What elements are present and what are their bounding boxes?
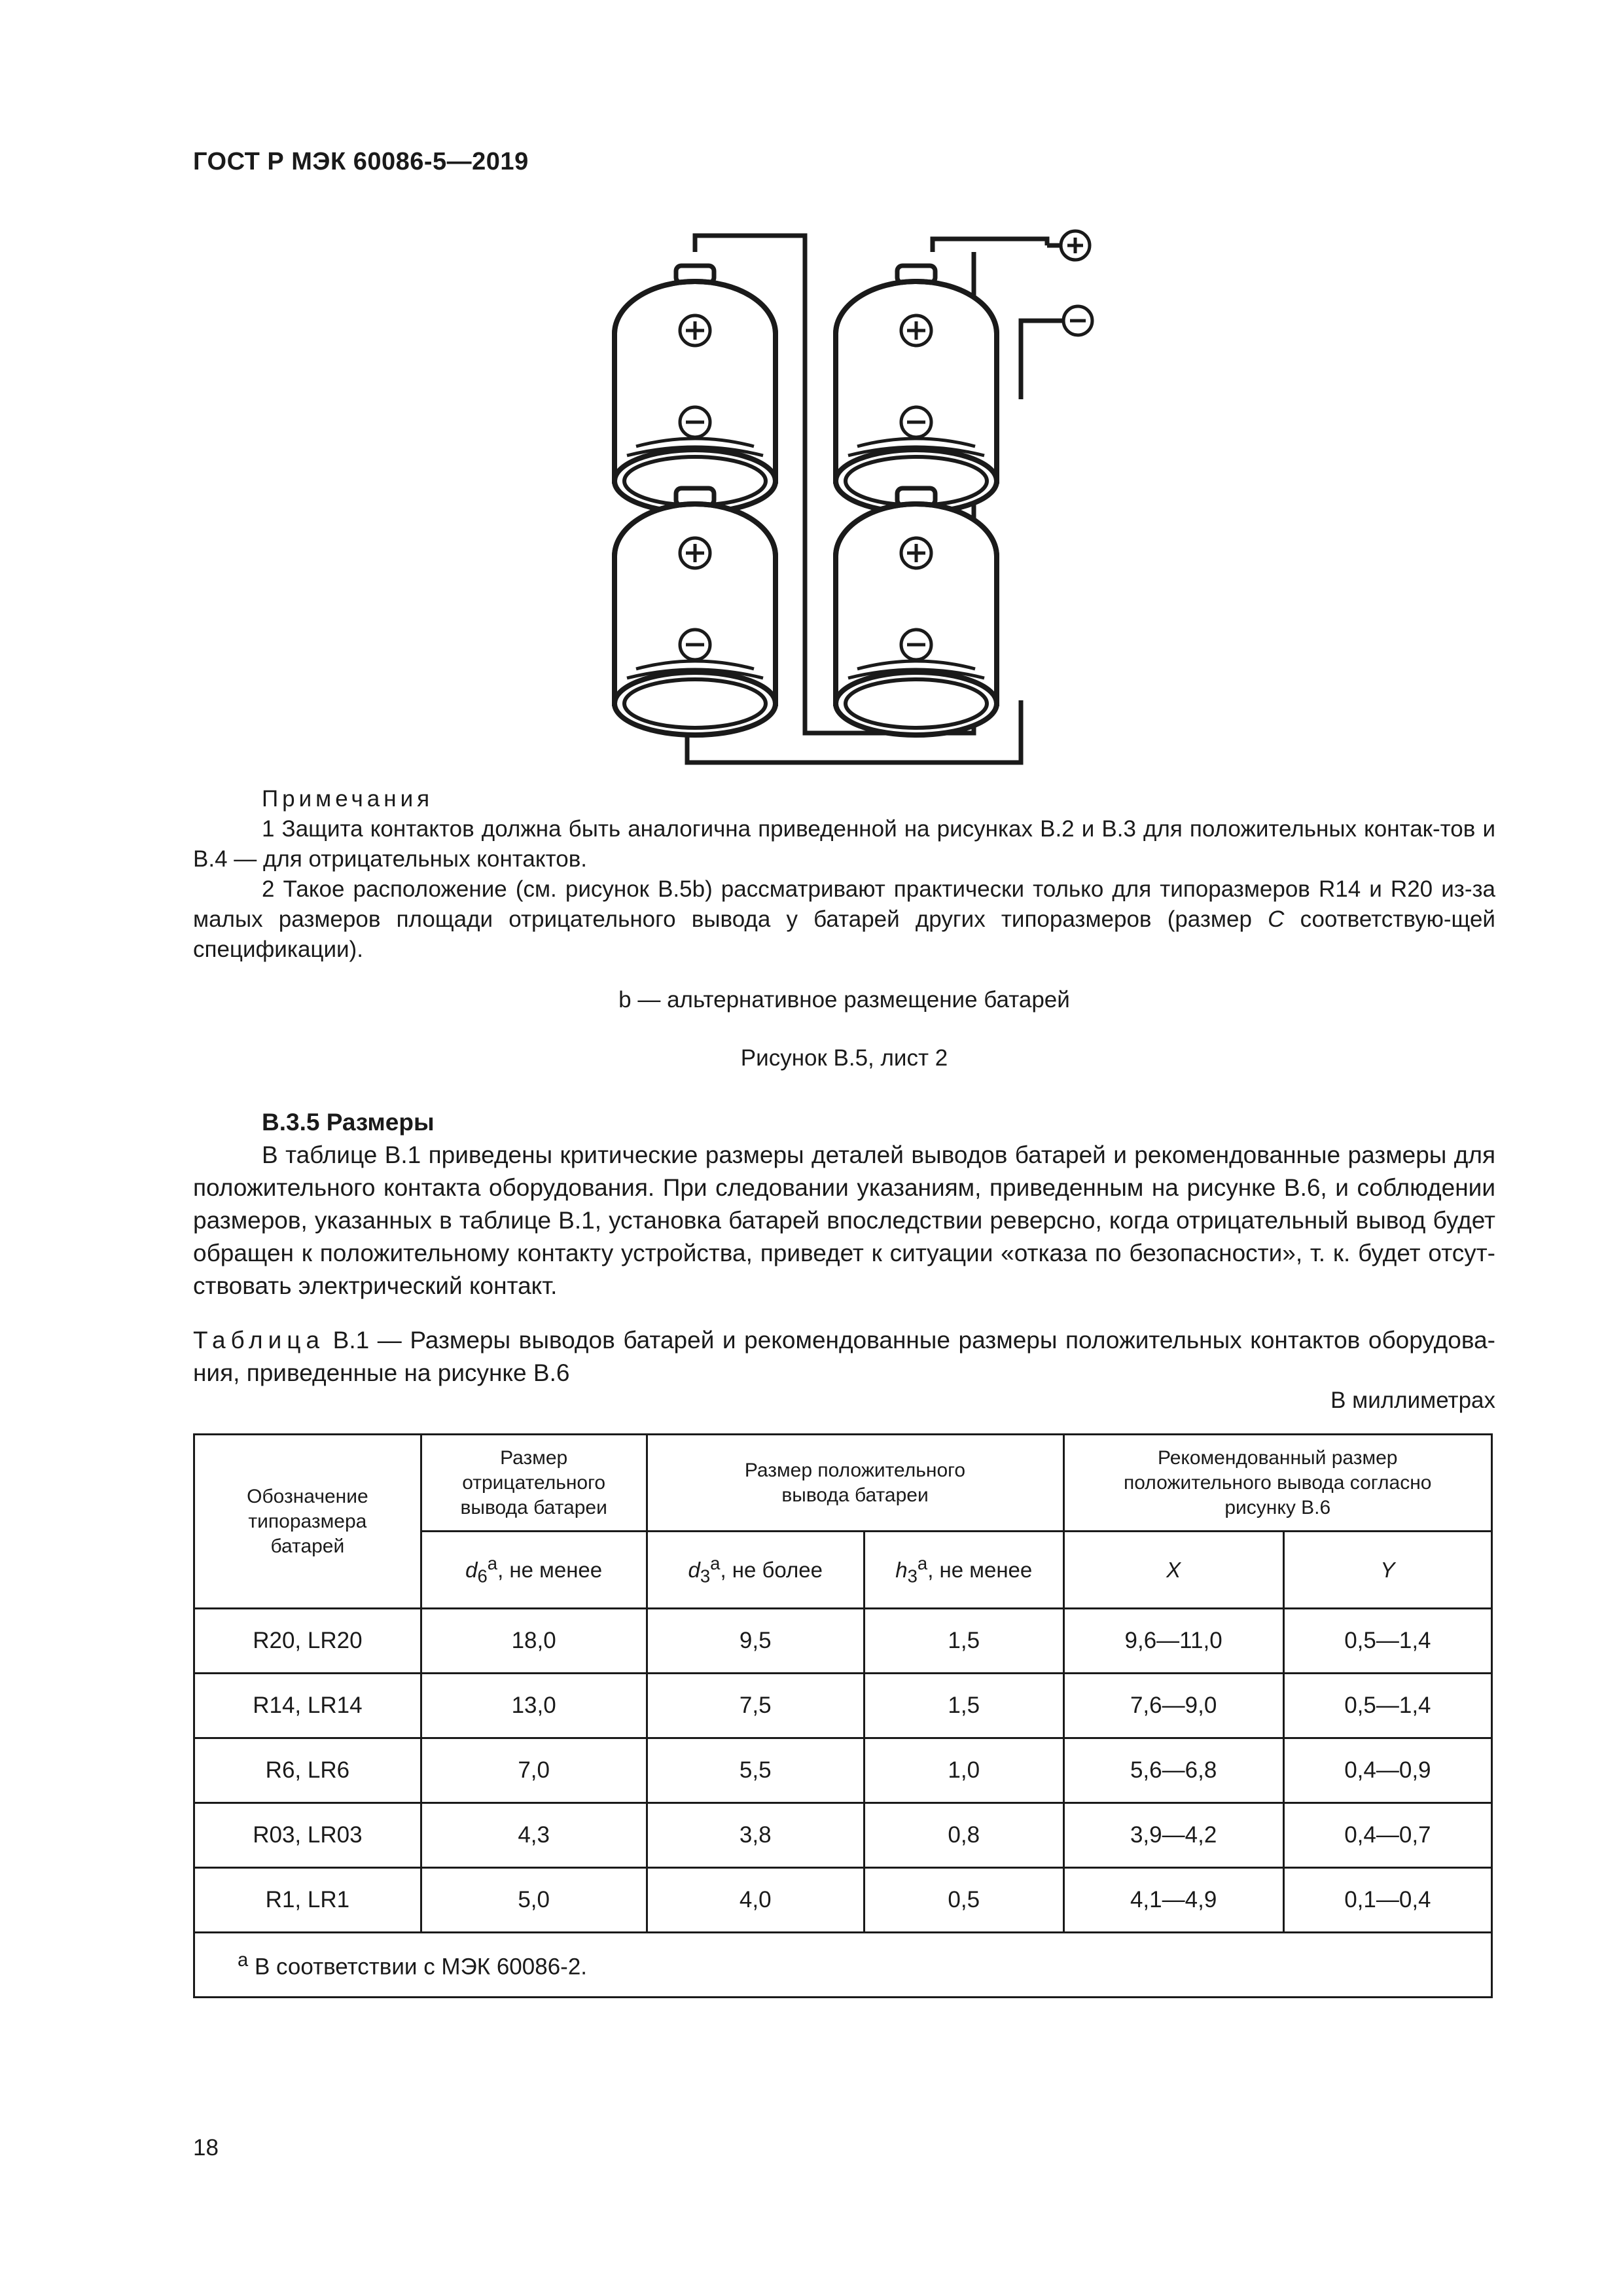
cell-d3: 7,5 xyxy=(647,1674,864,1738)
cell-d3: 4,0 xyxy=(647,1868,864,1933)
cell-h3: 1,5 xyxy=(864,1674,1063,1738)
subheader-y: Y xyxy=(1283,1532,1491,1609)
table-row xyxy=(194,1738,1492,1803)
cell-h3: 0,5 xyxy=(864,1868,1063,1933)
cell-h3: 0,8 xyxy=(864,1803,1063,1868)
figure-caption: Рисунок B.5, лист 2 xyxy=(740,1045,948,1071)
cell-y: 0,5—1,4 xyxy=(1283,1609,1491,1674)
document-header: ГОСТ Р МЭК 60086-5—2019 xyxy=(193,148,529,175)
header-negative: Размер отрицательного вывода батареи xyxy=(421,1435,647,1532)
figure-subcaption: b — альтернативное размещение батарей xyxy=(618,987,1070,1013)
cell-d6: 13,0 xyxy=(421,1674,647,1738)
cell-d3: 5,5 xyxy=(647,1738,864,1803)
cell-d6: 5,0 xyxy=(421,1868,647,1933)
cell-type: R1, LR1 xyxy=(194,1868,421,1933)
section-dimensions xyxy=(193,1106,1495,1302)
header-type: Обозначение типоразмера батарей xyxy=(194,1435,421,1609)
cell-x: 9,6—11,0 xyxy=(1063,1609,1283,1674)
figure-notes xyxy=(193,784,1495,965)
cell-type: R14, LR14 xyxy=(194,1674,421,1738)
cell-d6: 7,0 xyxy=(421,1738,647,1803)
cell-h3: 1,0 xyxy=(864,1738,1063,1803)
header-recommended: Рекомендованный размер положительного вывода согласно рисунку B.6 xyxy=(1063,1435,1491,1532)
table-header-row xyxy=(194,1435,1492,1532)
cell-type: R03, LR03 xyxy=(194,1803,421,1868)
table-row xyxy=(194,1609,1492,1674)
cell-x: 4,1—4,9 xyxy=(1063,1868,1283,1933)
cell-d3: 3,8 xyxy=(647,1803,864,1868)
battery-diagram xyxy=(563,216,1099,772)
cell-type: R6, LR6 xyxy=(194,1738,421,1803)
cell-type: R20, LR20 xyxy=(194,1609,421,1674)
cell-h3: 1,5 xyxy=(864,1609,1063,1674)
table-row xyxy=(194,1803,1492,1868)
cell-y: 0,4—0,7 xyxy=(1283,1803,1491,1868)
subheader-x: X xyxy=(1063,1532,1283,1609)
cell-x: 7,6—9,0 xyxy=(1063,1674,1283,1738)
cell-d3: 9,5 xyxy=(647,1609,864,1674)
cell-y: 0,1—0,4 xyxy=(1283,1868,1491,1933)
cell-d6: 18,0 xyxy=(421,1609,647,1674)
battery-arrangement-figure xyxy=(563,216,1099,772)
subheader-h3: $h_3^a$, не менее xyxy=(864,1532,1063,1609)
table-row xyxy=(194,1674,1492,1738)
table-footnote: $^a$ В соответствии с МЭК 60086-2. xyxy=(194,1933,1492,1998)
notes-title: Примечания xyxy=(262,786,434,812)
dimensions-table xyxy=(193,1433,1493,1998)
table-row xyxy=(194,1868,1492,1933)
section-body: В таблице B.1 приведены критические размеры деталей выводов батарей и рекомендованные размеры для положительного контакта оборудования. При следовании указаниям, приведенным на рисунке B.6, и соблюдении размеров, указанных в таблице B.1, установка батарей впоследствии реверсно, когда отрицательный вывод будет обращен к положительному контакту устройства, приведет к ситуации «отказа по безопасности», т. к. будет отсут-ствовать электрический контакт. xyxy=(193,1141,1495,1299)
cell-x: 3,9—4,2 xyxy=(1063,1803,1283,1868)
table-units: В миллиметрах xyxy=(1330,1388,1495,1413)
section-title: B.3.5 Размеры xyxy=(262,1109,435,1136)
cell-y: 0,4—0,9 xyxy=(1283,1738,1491,1803)
note-1: 1 Защита контактов должна быть аналогична приведенной на рисунках B.2 и B.3 для положительных контак-тов и B.4 — для отрицательных контактов. xyxy=(193,816,1495,872)
subheader-d6: $d_6^a$, не менее xyxy=(421,1532,647,1609)
page-number: 18 xyxy=(193,2135,219,2161)
subheader-d3: $d_3^a$, не более xyxy=(647,1532,864,1609)
cell-y: 0,5—1,4 xyxy=(1283,1674,1491,1738)
table-caption: Таблица B.1 — Размеры выводов батарей и рекомендованные размеры положительных контактов оборудова-ния, приведенные на рисунке B.6 xyxy=(193,1327,1495,1386)
header-positive: Размер положительного вывода батареи xyxy=(647,1435,1063,1532)
table-footnote-row xyxy=(194,1933,1492,1998)
note-2: 2 Такое расположение (см. рисунок B.5b) рассматривают практически только для типоразмеров R14 и R20 из-за малых размеров площади отрицательного вывода у батарей других типоразмеров (размер C соответствую-щей спецификации). xyxy=(193,876,1495,962)
cell-x: 5,6—6,8 xyxy=(1063,1738,1283,1803)
cell-d6: 4,3 xyxy=(421,1803,647,1868)
